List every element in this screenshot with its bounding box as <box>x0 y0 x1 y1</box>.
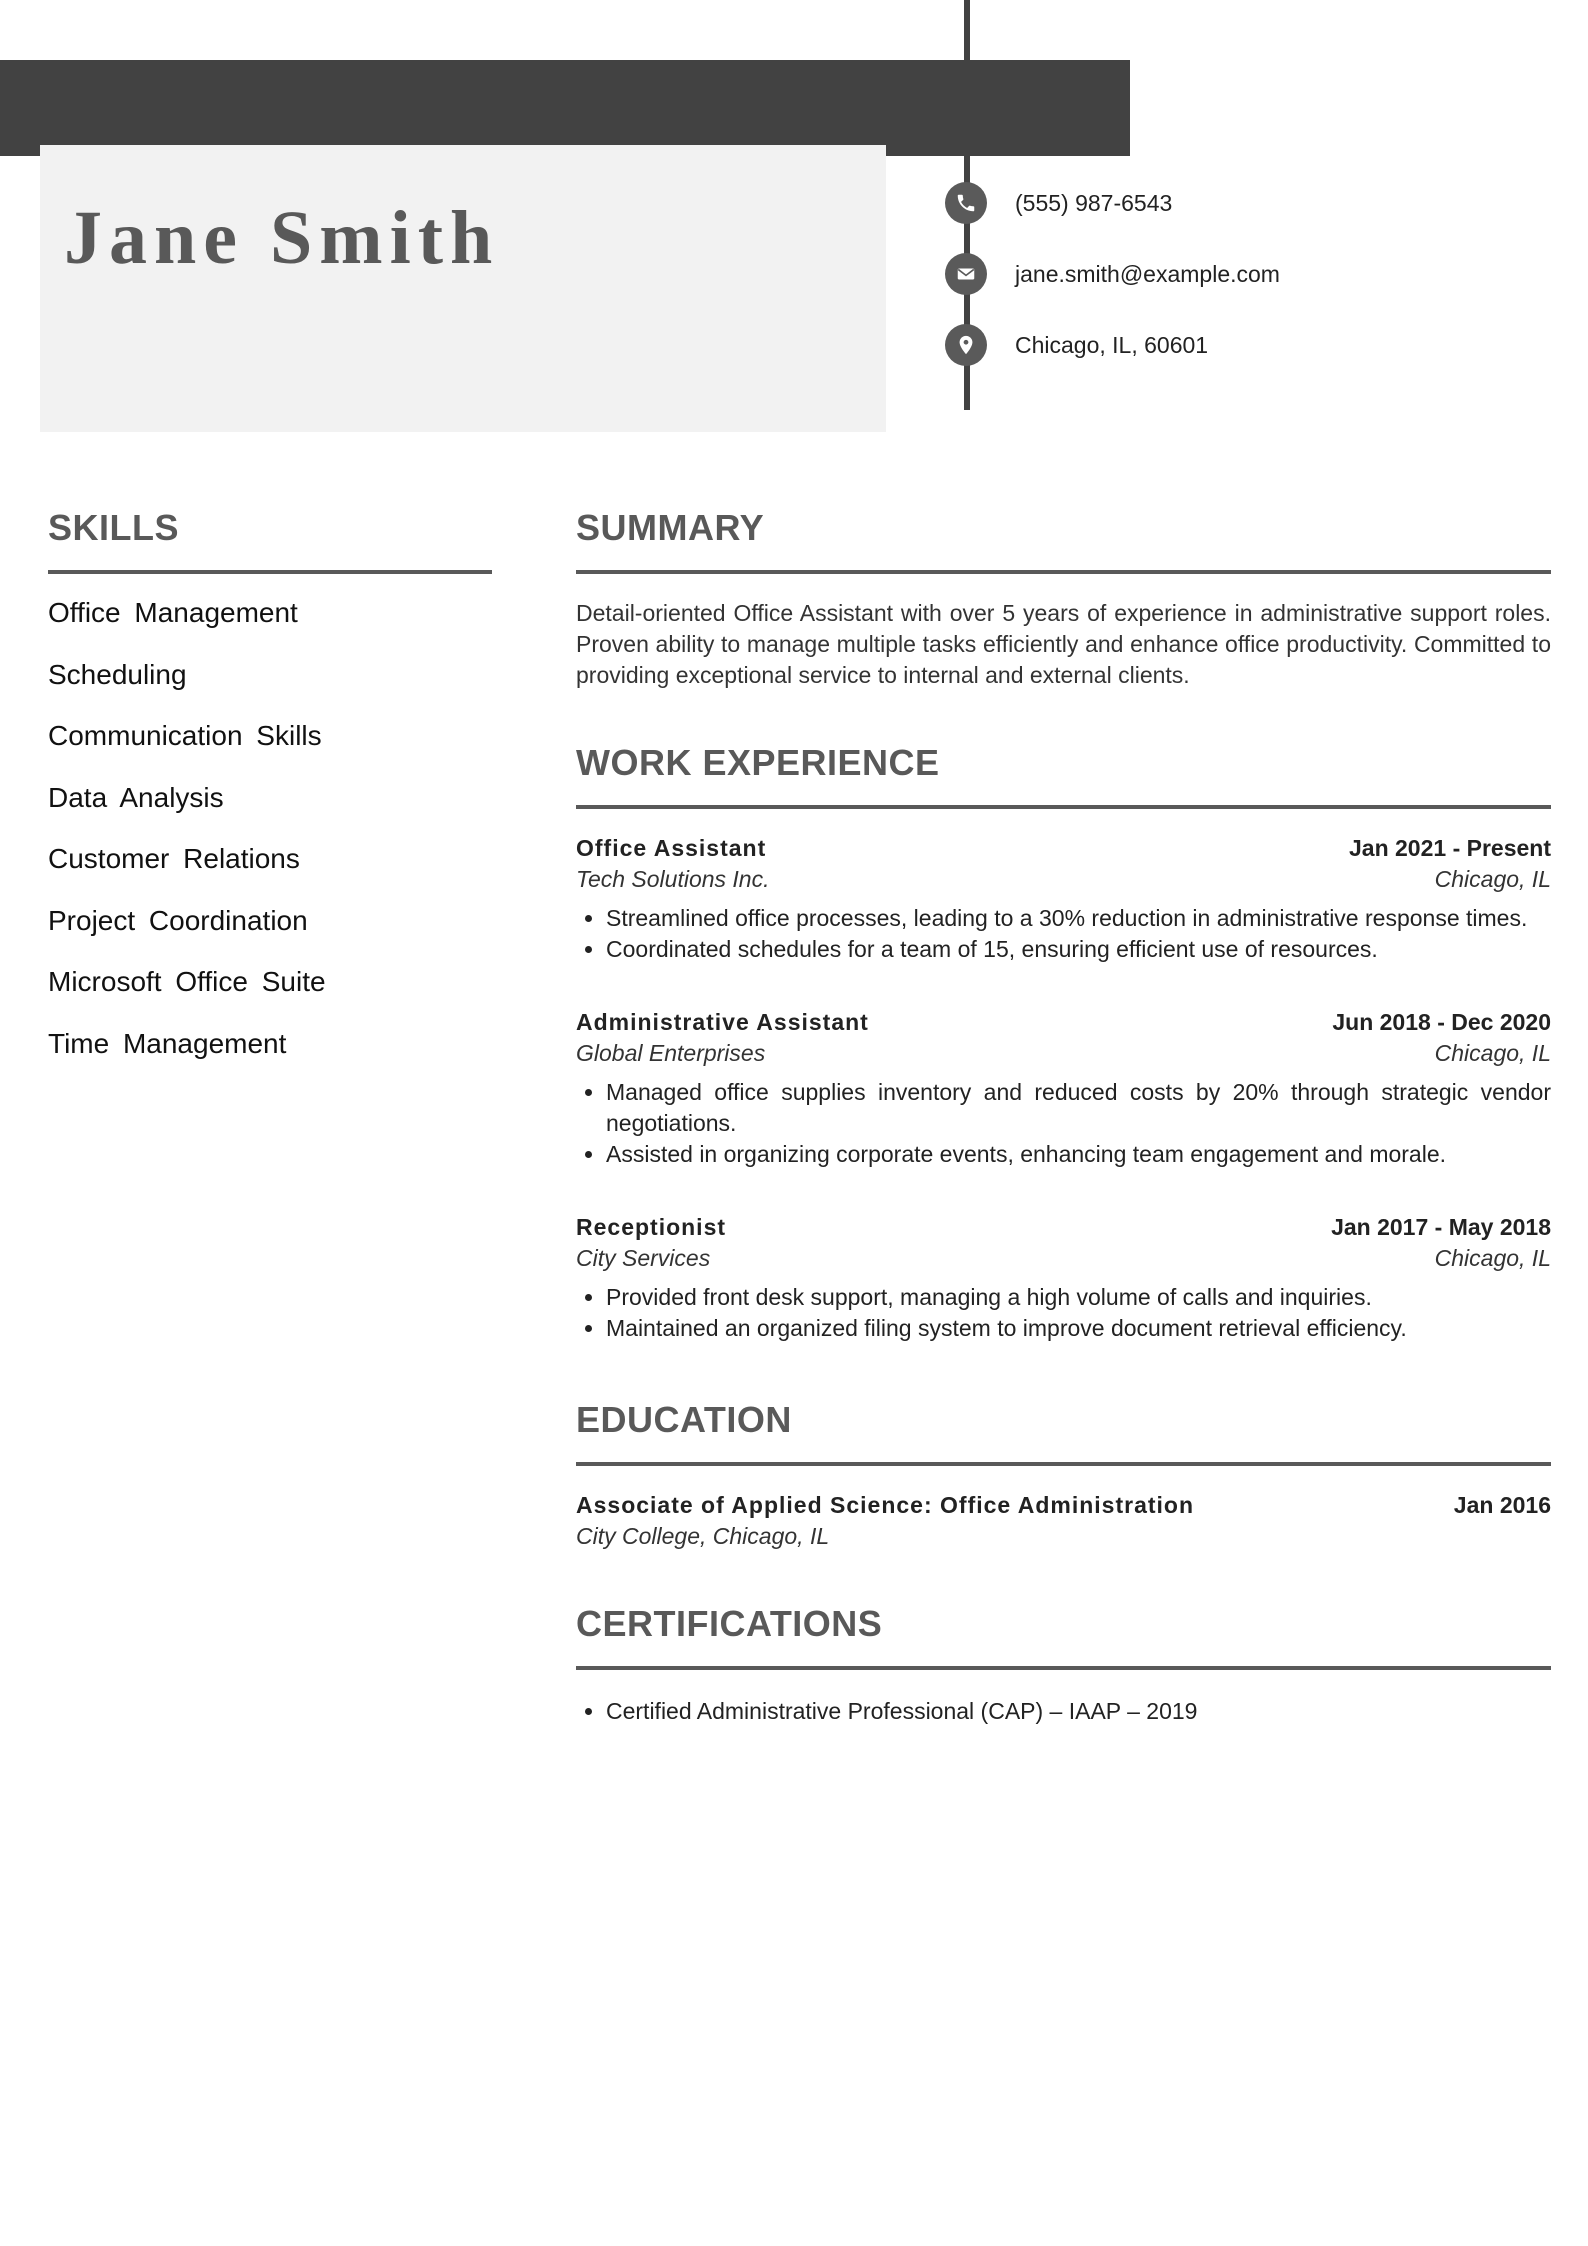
location-pin-icon <box>945 324 987 366</box>
contact-phone <box>945 181 1172 225</box>
summary-heading: SUMMARY <box>576 507 765 548</box>
skill-item: Scheduling <box>48 658 187 690</box>
job-entry <box>576 1214 1551 1344</box>
candidate-name: Jane Smith <box>64 196 500 280</box>
experience-section <box>576 742 1551 1344</box>
job-bullet: • Maintained an organized filing system to improve document retrieval efficiency. <box>606 1313 1551 1344</box>
email-text[interactable]: jane.smith@example.com <box>1015 260 1280 287</box>
skill-item: Project Coordination <box>48 904 308 936</box>
skills-list <box>48 596 492 1088</box>
job-location: Chicago, IL <box>1434 1040 1551 1066</box>
skill-item: Customer Relations <box>48 843 300 874</box>
education-divider <box>576 1462 1551 1466</box>
skills-divider <box>48 570 492 574</box>
phone-icon <box>945 182 987 224</box>
name-box <box>40 145 886 432</box>
job-company: Global Enterprises <box>576 1040 766 1066</box>
skills-heading: SKILLS <box>48 507 180 548</box>
job-bullet: • Streamlined office processes, leading to a 30% reduction in administrative response times. <box>606 903 1551 934</box>
skill-item: Data Analysis <box>48 781 224 813</box>
job-entry <box>576 835 1551 965</box>
contact-location <box>945 323 1208 367</box>
education-heading: EDUCATION <box>576 1399 792 1440</box>
skill-item: Microsoft Office Suite <box>48 966 326 997</box>
job-dates: Jan 2017 - May 2018 <box>1331 1214 1551 1240</box>
certifications-divider <box>576 1666 1551 1670</box>
job-bullet: • Provided front desk support, managing a high volume of calls and inquiries. <box>606 1282 1551 1313</box>
job-location: Chicago, IL <box>1434 1245 1551 1271</box>
certification-list <box>576 1696 1551 1727</box>
education-section <box>576 1399 1551 1550</box>
location-text: Chicago, IL, 60601 <box>1015 331 1209 358</box>
certifications-section <box>576 1603 1551 1727</box>
job-bullet: • Coordinated schedules for a team of 15, ensuring efficient use of resources. <box>606 934 1551 965</box>
school-name: City College, Chicago, IL <box>576 1523 830 1549</box>
summary-section <box>576 507 1551 691</box>
job-dates: Jan 2021 - Present <box>1348 835 1551 861</box>
degree-date: Jan 2016 <box>1453 1492 1551 1518</box>
job-bullet: • Assisted in organizing corporate events, enhancing team engagement and morale. <box>606 1139 1551 1170</box>
contact-email <box>945 252 1280 296</box>
job-dates: Jun 2018 - Dec 2020 <box>1332 1009 1551 1035</box>
envelope-icon <box>945 253 987 295</box>
summary-text: Detail-oriented Office Assistant with over 5 years of experience in administrative support roles. Proven ability to manage multiple tasks efficiently and enhance office productivity. Committed to providing exceptional service to internal and external clients. <box>576 600 1551 688</box>
job-location: Chicago, IL <box>1434 866 1551 892</box>
main-column <box>576 507 1551 1727</box>
job-bullets <box>576 1077 1551 1170</box>
header-bar <box>0 60 1130 156</box>
job-title: Receptionist <box>576 1214 727 1240</box>
degree-title: Associate of Applied Science: Office Administration <box>576 1492 1195 1518</box>
job-bullet: • Managed office supplies inventory and reduced costs by 20% through strategic vendor negotiations. <box>606 1077 1551 1139</box>
skills-column <box>48 507 492 1088</box>
job-company: City Services <box>576 1245 711 1271</box>
job-bullets <box>576 1282 1551 1344</box>
phone-text[interactable]: (555) 987-6543 <box>1015 189 1173 216</box>
certification-item: • Certified Administrative Professional (CAP) – IAAP – 2019 <box>606 1696 1551 1727</box>
certifications-heading: CERTIFICATIONS <box>576 1603 883 1644</box>
job-title: Office Assistant <box>576 835 767 861</box>
job-company: Tech Solutions Inc. <box>576 866 770 892</box>
skill-item: Communication Skills <box>48 720 322 751</box>
summary-divider <box>576 570 1551 574</box>
job-entry <box>576 1009 1551 1170</box>
skill-item: Time Management <box>48 1027 287 1059</box>
job-bullets <box>576 903 1551 965</box>
skill-item: Office Management <box>48 597 298 628</box>
experience-heading: WORK EXPERIENCE <box>576 742 940 783</box>
job-title: Administrative Assistant <box>576 1009 869 1035</box>
experience-divider <box>576 805 1551 809</box>
